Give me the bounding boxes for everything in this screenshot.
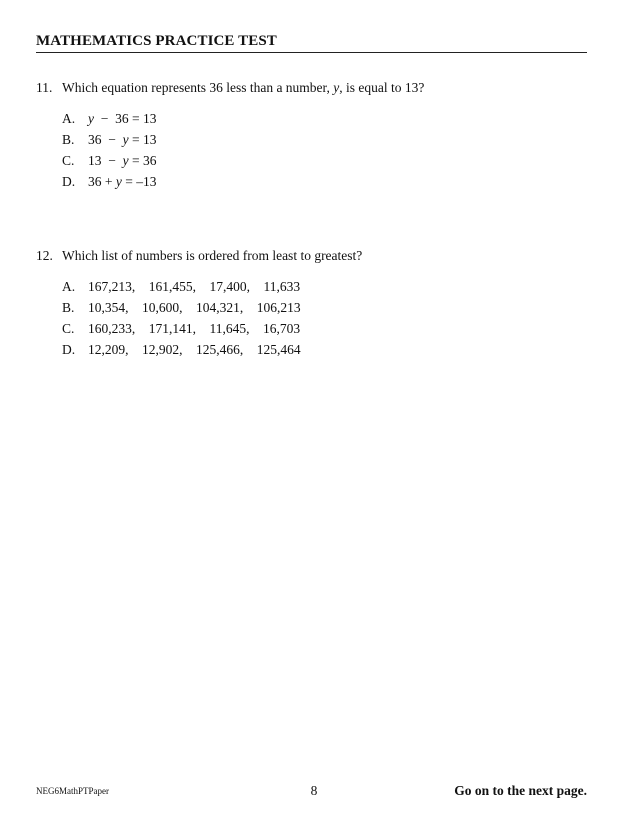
option-text-part: = 36 (128, 153, 157, 168)
answer-option-d (62, 171, 424, 192)
option-letter: B. (62, 132, 75, 147)
question-11 (36, 79, 424, 192)
option-variable: y (115, 174, 122, 189)
question-text-before: Which equation represents 36 less than a number, (62, 80, 334, 95)
option-letter: D. (62, 342, 76, 357)
answer-option-c (62, 150, 424, 171)
page-title: MATHEMATICS PRACTICE TEST (36, 33, 277, 49)
next-page-notice: Go on to the next page. (454, 783, 587, 798)
option-text (88, 297, 301, 318)
option-text-part: 13 − (88, 153, 123, 168)
option-text (88, 150, 157, 171)
question-stem (36, 79, 424, 97)
answer-options (62, 108, 424, 192)
question-12 (36, 247, 362, 360)
question-number: 11. (36, 80, 53, 95)
option-text (88, 171, 157, 192)
option-text-part: 36 + (88, 174, 116, 189)
page-number: 8 (310, 783, 318, 798)
question-text (62, 247, 362, 265)
option-letter: C. (62, 153, 75, 168)
option-variable: y (88, 111, 94, 126)
option-letter: A. (62, 279, 76, 294)
option-letter: C. (62, 321, 75, 336)
question-text (62, 79, 424, 97)
question-text-after: , is equal to 13? (339, 80, 425, 95)
option-text-part: = 13 (128, 132, 157, 147)
answer-option-b (62, 129, 424, 150)
option-text-part: 167,213, 161,455, 17,400, 11,633 (88, 279, 301, 294)
option-text (88, 318, 300, 339)
footer-document-code: NEG6MathPTPaper (36, 786, 109, 796)
option-text-part: 36 − (88, 132, 123, 147)
option-text (88, 276, 300, 297)
option-text-part: 160,233, 171,141, 11,645, 16,703 (88, 321, 301, 336)
answer-option-a (62, 108, 424, 129)
answer-option-d (62, 339, 362, 360)
option-variable: y (122, 153, 129, 168)
option-text-part: − 36 = 13 (94, 111, 157, 126)
question-variable: y (333, 80, 340, 95)
question-text-before: Which list of numbers is ordered from least to greatest? (62, 248, 363, 263)
option-text-part: = –13 (121, 174, 157, 189)
option-letter: A. (62, 111, 76, 126)
option-letter: B. (62, 300, 75, 315)
option-variable: y (122, 132, 129, 147)
option-text-part: 12,209, 12,902, 125,466, 125,464 (88, 342, 301, 357)
answer-option-b (62, 297, 362, 318)
option-text (88, 129, 157, 150)
answer-options (62, 276, 362, 360)
answer-option-a (62, 276, 362, 297)
question-stem (36, 247, 362, 265)
option-text-part: 10,354, 10,600, 104,321, 106,213 (88, 300, 301, 315)
question-number: 12. (36, 248, 53, 263)
option-text (88, 339, 301, 360)
option-text (88, 108, 156, 129)
option-letter: D. (62, 174, 76, 189)
answer-option-c (62, 318, 362, 339)
header-divider (36, 52, 587, 53)
